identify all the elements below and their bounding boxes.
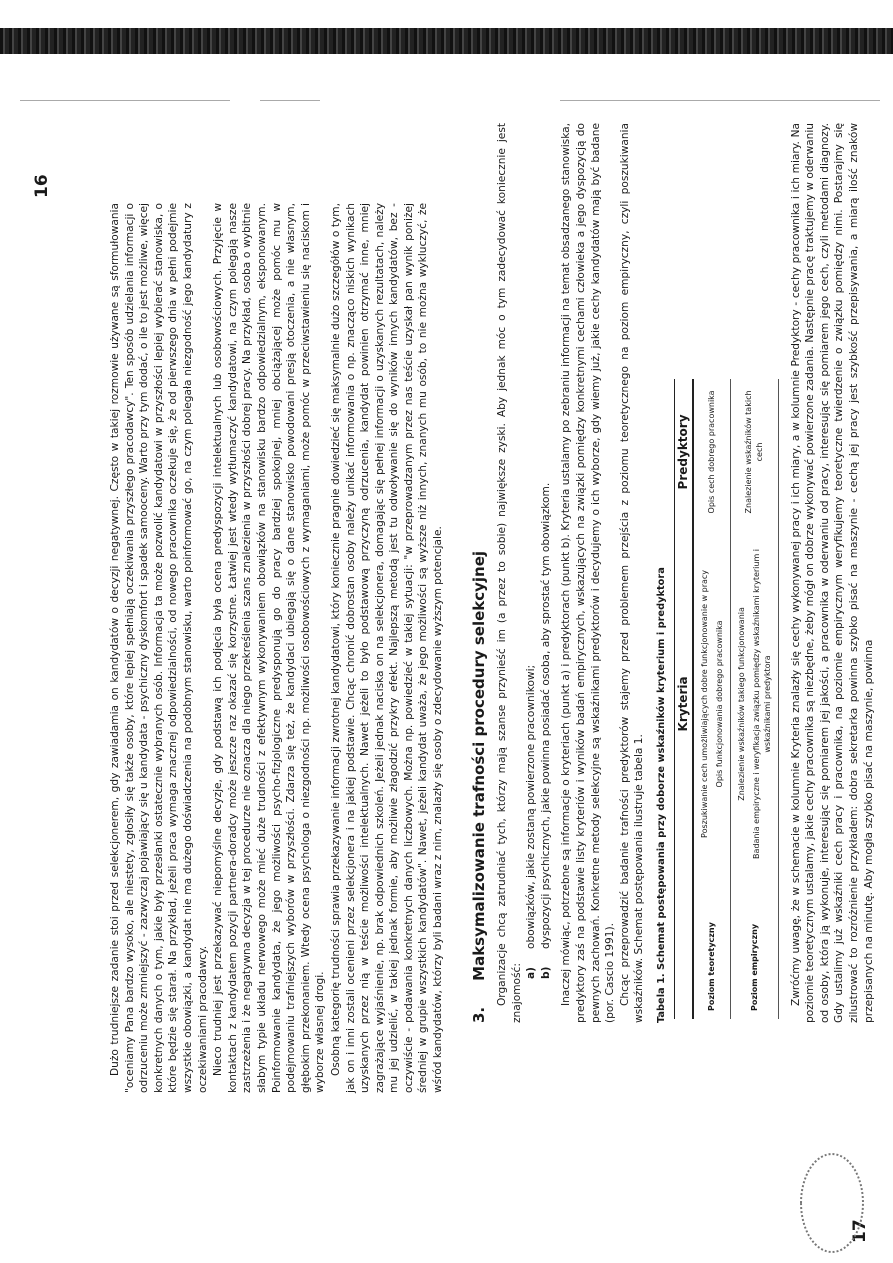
row-label: Poziom teoretyczny bbox=[693, 883, 731, 1019]
list-label: a) bbox=[525, 967, 538, 979]
paragraph: Osobną kategorię trudności sprawia przekazywanie informacji zwrotnej kandydatowi, który koniecznie pragnie dowiedzieć się maksymalnie dużo szczegółów o tym, jak on i inni zostali ocenieni przez selekcjonera i na jakiej podstawie. Chcąc chronić dobrostan osoby należy unikać informowania o np. znacząco niskich wynikach uzyskanych przez nią w teście możliwości intelektualnych. Nawet jeżeli to było podstawową przyczyną odrzucenia, kandydat powinien otrzymać inne, mniej zagrażające wyjaśnienie, np. brak odpowiednich szkoleń. Jeżeli jednak naciska on na selekcjonera, domagając się pełnej informacji o uzyskanych rezultatach, należy mu jej udzielić, w takiej jednak formie, aby możliwie złagodzić przykry efekt. Najlepszą metodą jest tu odwoływanie się do wyników innych kandydatów, bez - oczywiście - podawania konkretnych danych liczbowych. Można np. powiedzieć w takiej sytuacji: "w przeprowadzanym przez nas teście uzyskał pan wynik poniżej średniej w grupie wszystkich kandydatów". Nawet, jeżeli kandydat uważa, że jego możliwości są wyższe niż innych, znanych mu osób, to nie można wykluczyć, że wśród kandydatów, którzy byli badani wraz z nim, znalazły się osoby o zdecydowanie wyższym potencjale. bbox=[329, 203, 445, 1093]
list-label: b) bbox=[539, 966, 552, 979]
paragraph: Zwróćmy uwagę, że w schemacie w kolumnie Kryteria znalazły się cechy wykonywanej pracy i ich miary, a w kolumnie Predyktory - cechy pracownika i ich miary. Na poziomie teoretycznym ustalamy, jakie cechy pracownika są niezbędne, żeby mógł on dobrze wykonywać powierzone zadania. Następnie pracę traktujemy w oderwaniu od osoby, która ją wykonuje, interesując się pomiarem jej jakości, a pracownika w oderwaniu od pracy, interesując się pomiarem jego cech, czyli metodami diagnozy. Gdy ustalimy już wskaźniki cech pracy i pracownika, na poziomie empirycznym weryfikujemy teoretyczne twierdzenie o związku pomiędzy nimi. Postarajmy się zilustrować to rozróżnienie przykładem: dobra sekretarka powinna szybko pisać na maszynie - cechą jej pracy jest szybkość przepisywania, a miarą ilość znaków przepisanych na minutę. Aby mogła szybko pisać na maszynie, powinna bbox=[789, 123, 875, 1023]
table-row bbox=[693, 379, 731, 1019]
table-header: Kryteria bbox=[674, 525, 693, 883]
table-cell: Znalezienie wskaźników takich cech bbox=[730, 379, 778, 525]
paragraph: Nieco trudniej jest przekazywać niepomyślne decyzje, gdy podstawą ich podjęcia była ocena predyspozycji intelektualnych lub osobowościowych. Przyjęcie w kontaktach z kandydatem pozycji partnera-doradcy może jeszcze raz okazać się korzystne. Łatwiej jest wtedy wytłumaczyć kandydatowi, na czym polegają nasze zastrzeżenia i że negatywna decyzja w tej procedurze nie oznacza dla niego przekreślenia szans znalezienia w przyszłości dobrej pracy. Na przykład, osoba o wybitnie słabym typie układu nerwowego może mieć duże trudności z efektywnym wykonywaniem obowiązków na stanowisku bardzo odpowiedzialnym, eksponowanym. Poinformowanie kandydata, że jego możliwości psycho-fizjologiczne predysponują go do pracy bardziej spokojnej, mniej obciążającej może pomóc mu w podejmowaniu trafniejszych wyborów w przyszłości. Zdarza się też, że kandydaci ubiegają się o dane stanowisko powodowani presją otoczenia, a nie własnym, głębokim przekonaniem. Wtedy ocena psychologa o niezgodności np. możliwości osobowościowych z wymaganiami, może pomóc w przeciwstawieniu się naciskom i wyborze własnej drogi. bbox=[212, 203, 327, 1093]
page-number-16: 16 bbox=[32, 174, 52, 198]
cell-text: Znalezienie wskaźników takiego funkcjonowania bbox=[736, 607, 746, 801]
cell-subtext: Badania empiryczne i weryfikacja związku pomiędzy wskaźnikami kryterium i wskaźnikami predyktora bbox=[751, 548, 772, 859]
paragraph: Dużo trudniejsze zadanie stoi przed selekcjonerem, gdy zawiadamia on kandydatów o decyzji negatywnej. Często w takiej rozmowie używane są sformułowania "oceniamy Pana bardzo wysoko, ale niestety, zgłosiły się także osoby, które lepiej spełniają oczekiwania przyszłego pracodawcy". Ten sposób udzielania informacji o odrzuceniu może zmniejszyć - zazwyczaj pojawiający się u kandydata - psychiczny dyskomfort i spadek samooceny. Warto przy tym dodać, o ile to jest możliwe, więcej konkretnych danych o tym, jakie były przesłanki ostatecznie wybranych osób. Informacja ta może pozwolić kandydatowi w przyszłości lepiej wybierać stanowiska, o które będzie się starał. Na przykład, jeżeli praca wymaga znacznej odpowiedzialności, od nowego pracownika oczekuje się, że od pierwszego dnia w pełni podejmie wszystkie obowiązki, a kandydat nie ma dużego doświadczenia na podobnym stanowisku, warto poinformować go, na czym polegała niezgodność jego kandydatury z oczekiwaniami pracodawcy. bbox=[109, 203, 209, 1093]
table-header: Predyktory bbox=[674, 379, 693, 525]
page-17-body bbox=[470, 123, 876, 1023]
list-item bbox=[539, 123, 554, 1023]
paragraph: Inaczej mówiąc, potrzebne są informacje o kryteriach (punkt a) i predyktorach (punkt b). Kryteria ustalamy po zebraniu informacji na temat obsadzanego stanowiska, predyktory zaś na podstawie listy kryteriów i wyników badań empirycznych, wskazujących na związki pomiędzy konkretnymi cechami człowieka a jego dyspozycją do pewnych zachowań. Konkretne metody selekcyjne są wskaźnikami predyktorów i decydujemy o ich wyborze, gdy wiemy już, jakie cechy kandydatów mają być badane (por. Cascio 1991). bbox=[560, 123, 617, 1023]
table-header-row bbox=[674, 379, 693, 1019]
section-title: Maksymalizowanie trafności procedury selekcyjnej bbox=[470, 550, 488, 981]
list-text: obowiązków, jakie zostaną powierzone pracownikowi; bbox=[525, 664, 538, 949]
table-header bbox=[674, 883, 693, 1019]
schema-table bbox=[674, 379, 779, 1019]
list-text: dyspozycji psychicznych, jakie powinna posiadać osoba, aby sprostać tym obowiązkom. bbox=[539, 482, 552, 949]
paragraph: Organizacje chcą zatrudniać tych, którzy mają szanse przynieść im (a przez to sobie) największe zyski. Aby jednak móc o tym zadecydować koniecznie jest znajomość: bbox=[496, 123, 523, 1023]
list-item bbox=[524, 123, 539, 1023]
cell-subtext: Opis funkcjonowania dobrego pracownika bbox=[714, 620, 724, 788]
table-cell: Opis cech dobrego pracownika bbox=[693, 379, 731, 525]
page-16-body bbox=[108, 203, 447, 1093]
table-caption: Tabela 1. Schemat postępowania przy doborze wskaźników kryterium i predyktora bbox=[655, 567, 667, 1023]
paragraph: Chcąc przeprowadzić badanie trafności predyktorów stajemy przed problemem przejścia z poziomu teoretycznego na poziom empiryczny, czyli poszukiwania wskaźników. Schemat postępowania ilustruje tabela 1. bbox=[618, 123, 646, 1023]
page-number-17: 17 bbox=[850, 1219, 870, 1243]
library-stamp bbox=[800, 1153, 864, 1253]
table-cell bbox=[693, 525, 731, 883]
section-number: 3. bbox=[470, 1006, 488, 1023]
section-heading bbox=[470, 123, 489, 1023]
cell-text: Poszukiwanie cech umożliwiających dobre funkcjonowanie w pracy bbox=[699, 569, 709, 838]
table-cell bbox=[730, 525, 778, 883]
row-label: Poziom empiryczny bbox=[730, 883, 778, 1019]
table-row bbox=[730, 379, 778, 1019]
